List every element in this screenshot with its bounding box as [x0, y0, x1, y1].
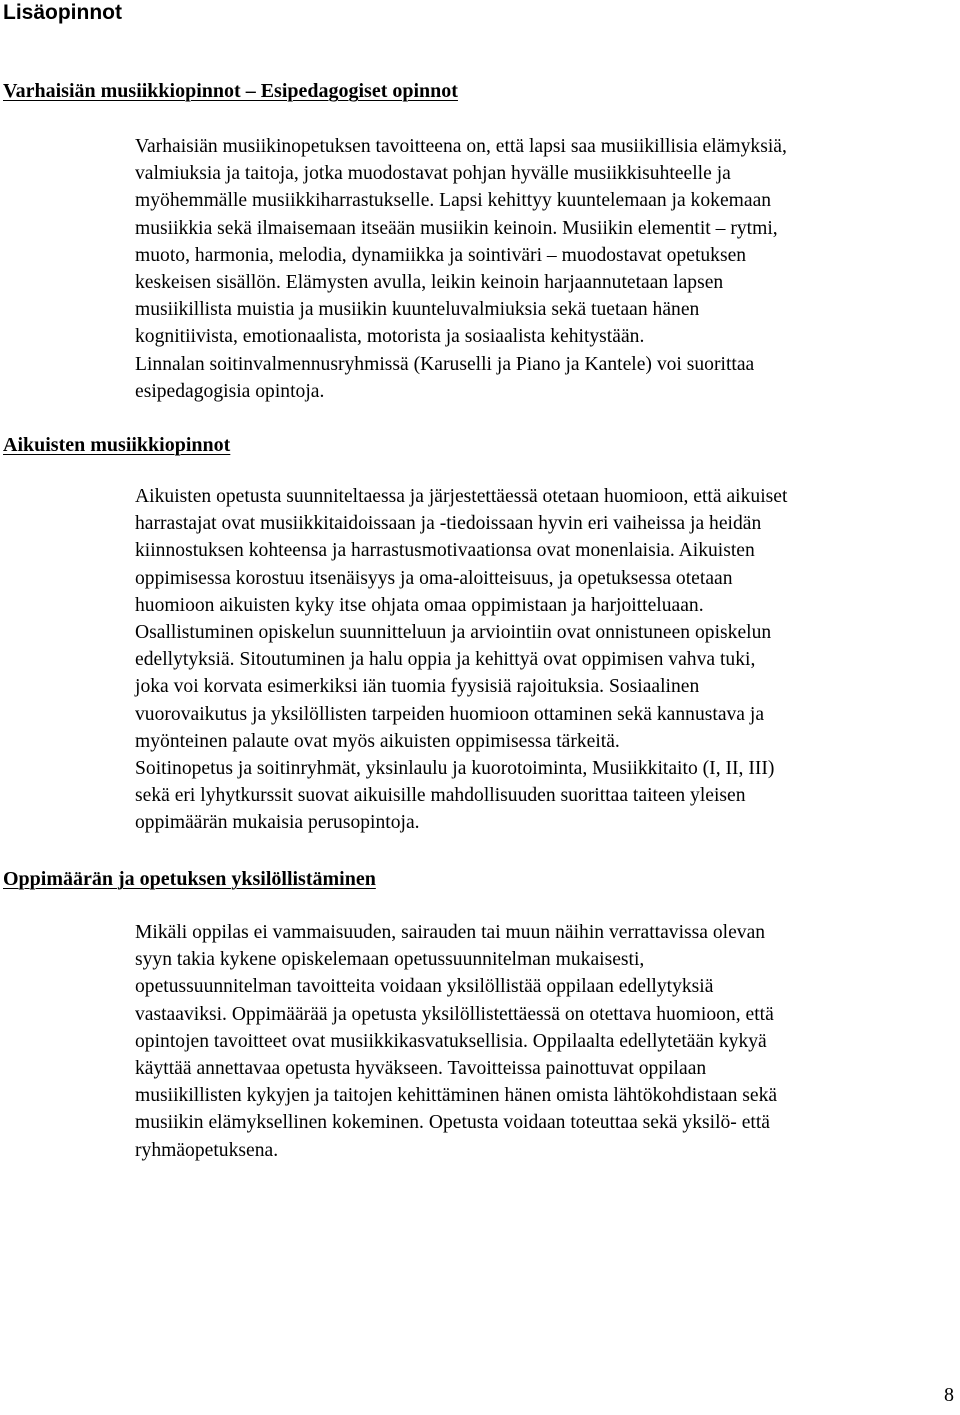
paragraph-line: musiikillista muistia ja musiikin kuunteluvalmiuksia sekä tuetaan hänen — [135, 299, 700, 321]
paragraph-line: oppimäärän mukaisia perusopintoja. — [135, 812, 420, 834]
paragraph-line: valmiuksia ja taitoja, jotka muodostavat pohjan hyvälle musiikkisuhteelle ja — [135, 163, 731, 185]
paragraph-line: harrastajat ovat musiikkitaidoissaan ja -tiedoissaan hyvin eri vaiheissa ja heidän — [135, 513, 762, 535]
section-paragraph-adult-studies — [135, 483, 945, 837]
page-number: 8 — [944, 1384, 954, 1406]
paragraph-line: opetussuunnitelman tavoitteita voidaan yksilöllistää oppilaan edellytyksiä — [135, 976, 714, 998]
section-paragraph-early-childhood — [135, 133, 945, 405]
section-heading-early-childhood: Varhaisiän musiikkiopinnot – Esipedagogiset opinnot — [3, 80, 458, 102]
paragraph-line: Mikäli oppilas ei vammaisuuden, sairauden tai muun näihin verrattavissa olevan — [135, 922, 766, 943]
paragraph-line: joka voi korvata esimerkiksi iän tuomia fyysisiä rajoituksia. Sosiaalinen — [135, 676, 700, 698]
paragraph-line: musiikkia sekä ilmaisemaan itseään musiikin keinoin. Musiikin elementit – rytmi, — [135, 217, 778, 239]
paragraph-line: huomioon aikuisten kyky itse ohjata omaa oppimistaan ja harjoitteluaan. — [135, 594, 704, 616]
paragraph-line: myönteinen palaute ovat myös aikuisten oppimisessa tärkeitä. — [135, 730, 620, 752]
paragraph-line: musiikin elämyksellinen kokeminen. Opetusta voidaan toteuttaa sekä yksilö- että — [135, 1112, 771, 1134]
section-paragraph-individualization — [135, 919, 945, 1164]
paragraph-line: keskeisen sisällön. Elämysten avulla, leikin keinoin harjaannutetaan lapsen — [135, 272, 724, 294]
page-title: Lisäopinnot — [3, 1, 122, 24]
paragraph-line: muoto, harmonia, melodia, dynamiikka ja sointiväri – muodostavat opetuksen — [135, 244, 747, 266]
paragraph-line: Aikuisten opetusta suunniteltaessa ja järjestettäessä otetaan huomioon, että aikuiset — [135, 486, 788, 507]
paragraph-line: opintojen tavoitteet ovat musiikkikasvatuksellisia. Oppilaalta edellytetään kykyä — [135, 1030, 767, 1052]
paragraph-line: sekä eri lyhytkurssit suovat aikuisille mahdollisuuden suorittaa taiteen yleisen — [135, 785, 746, 807]
paragraph-line: syyn takia kykene opiskelemaan opetussuunnitelman mukaisesti, — [135, 949, 645, 971]
paragraph-line: esipedagogisia opintoja. — [135, 380, 325, 402]
paragraph-line: Varhaisiän musiikinopetuksen tavoitteena on, että lapsi saa musiikillisia elämyksiä, — [135, 136, 787, 157]
paragraph-line: myöhemmälle musiikkiharrastukselle. Lapsi kehittyy kuuntelemaan ja kokemaan — [135, 190, 772, 212]
paragraph-line: edellytyksiä. Sitoutuminen ja halu oppia ja kehittyä ovat oppimisen vahva tuki, — [135, 649, 756, 671]
section-heading-individualization: Oppimäärän ja opetuksen yksilöllistäminen — [3, 868, 376, 890]
paragraph-line: kiinnostuksen kohteensa ja harrastusmotivaationsa ovat monenlaisia. Aikuisten — [135, 540, 755, 562]
section-heading-adult-studies: Aikuisten musiikkiopinnot — [3, 434, 231, 456]
paragraph-line: kognitiivista, emotionaalista, motorista ja sosiaalista kehitystään. — [135, 326, 645, 348]
paragraph-line: käyttää annettavaa opetusta hyväkseen. Tavoitteissa painottuvat oppilaan — [135, 1058, 707, 1080]
paragraph-line: vuorovaikutus ja yksilöllisten tarpeiden huomioon ottaminen sekä kannustava ja — [135, 703, 765, 725]
paragraph-line: Linnalan soitinvalmennusryhmissä (Karuselli ja Piano ja Kantele) voi suorittaa — [135, 353, 755, 375]
paragraph-line: ryhmäopetuksena. — [135, 1139, 279, 1161]
paragraph-line: Soitinopetus ja soitinryhmät, yksinlaulu ja kuorotoiminta, Musiikkitaito (I, II, III) — [135, 758, 775, 780]
paragraph-line: oppimisessa korostuu itsenäisyys ja oma-aloitteisuus, ja opetuksessa otetaan — [135, 567, 733, 589]
paragraph-line: musiikillisten kykyjen ja taitojen kehittäminen hänen omista lähtökohdistaan sekä — [135, 1085, 778, 1107]
paragraph-line: vastaaviksi. Oppimäärää ja opetusta yksilöllistettäessä on otettava huomioon, että — [135, 1003, 774, 1025]
paragraph-line: Osallistuminen opiskelun suunnitteluun ja arviointiin ovat onnistuneen opiskelun — [135, 622, 772, 644]
